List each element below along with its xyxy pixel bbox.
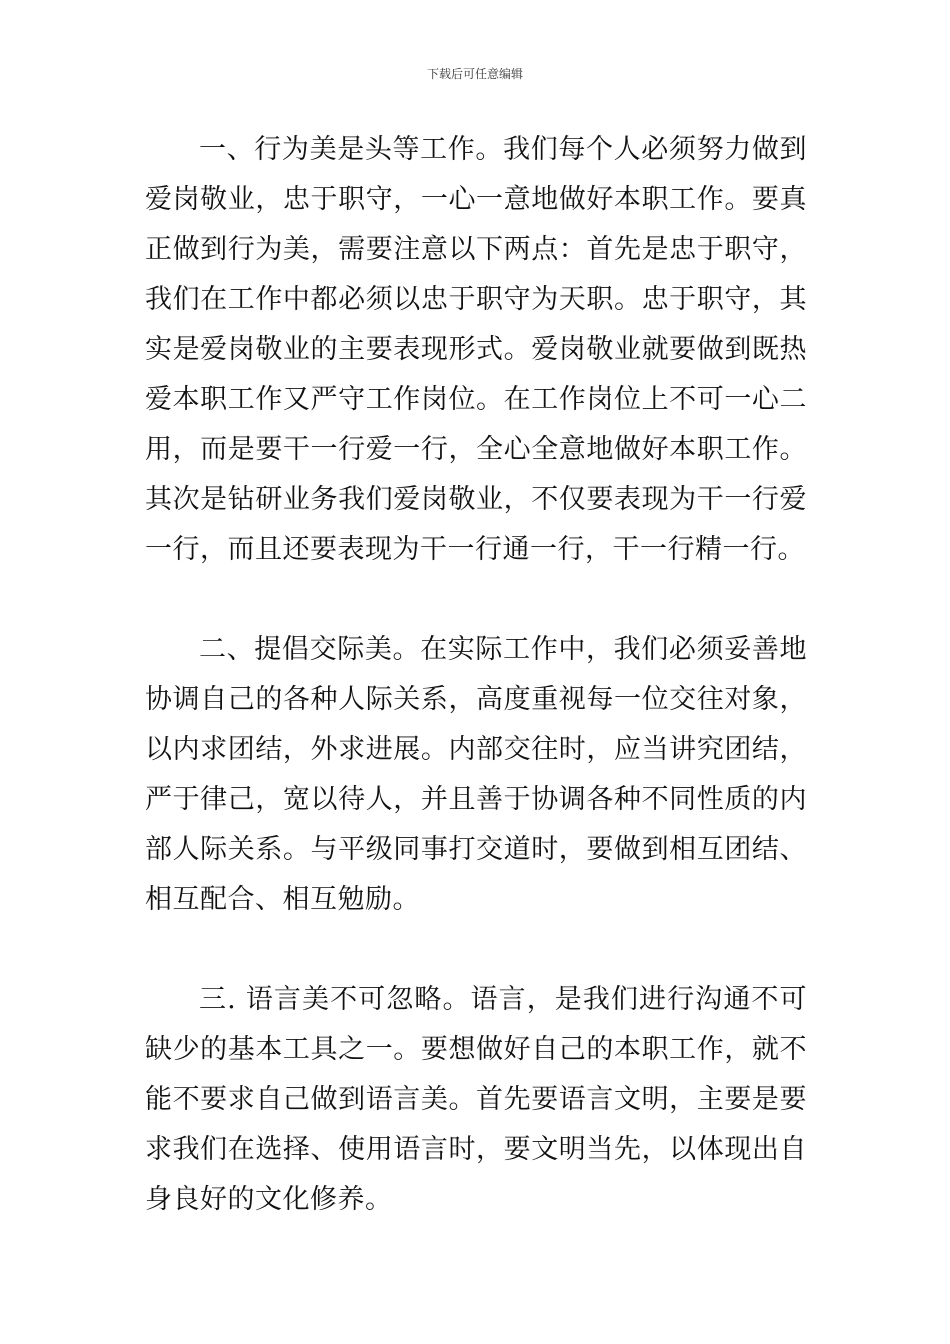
paragraph-behavior-beauty: 一、行为美是头等工作。我们每个人必须努力做到爱岗敬业，忠于职守，一心一意地做好本职工作。要真正做到行为美，需要注意以下两点：首先是忠于职守，我们在工作中都必须以忠于职守为天职。忠于职守，其实是爱岗敬业的主要表现形式。爱岗敬业就要做到既热爱本职工作又严守工作岗位。在工作岗位上不可一心二用，而是要干一行爱一行，全心全意地做好本职工作。其次是钻研业务我们爱岗敬业，不仅要表现为干一行爱一行，而且还要表现为干一行通一行，干一行精一行。: [145, 134, 807, 565]
paragraph-social-beauty: 二、提倡交际美。在实际工作中，我们必须妥善地协调自己的各种人际关系，高度重视每一位交往对象，以内求团结，外求进展。内部交往时，应当讲究团结，严于律己，宽以待人，并且善于协调各种不同性质的内部人际关系。与平级同事打交道时，要做到相互团结、相互配合、相互勉励。: [145, 634, 807, 915]
page-header-note: 下载后可任意编辑: [426, 67, 523, 81]
paragraph-language-beauty: 三. 语言美不可忽略。语言，是我们进行沟通不可缺少的基本工具之一。要想做好自己的本职工作，就不能不要求自己做到语言美。首先要语言文明，主要是要求我们在选择、使用语言时，要文明当先，以体现出自身良好的文化修养。: [145, 984, 807, 1215]
document-body: [145, 125, 807, 1225]
